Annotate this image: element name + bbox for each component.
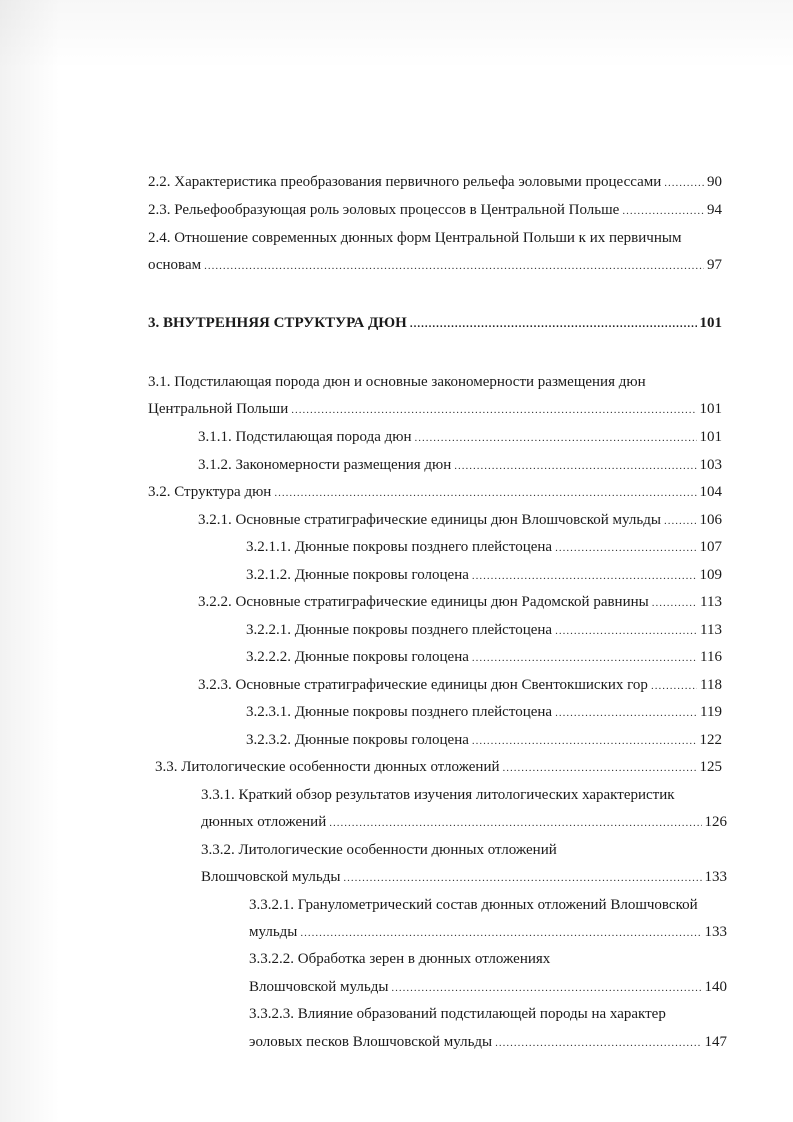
toc-leader-dots [503, 757, 697, 779]
toc-page-number: 106 [699, 512, 722, 528]
toc-leader-dots [652, 592, 697, 614]
toc-page-number: 125 [699, 759, 722, 775]
toc-entry-title: 3.2.1. Основные стратиграфические единицы дюн Влошчовской мульды [198, 512, 661, 528]
toc-entry-title: 3.2. Структура дюн [148, 484, 272, 500]
toc-entry-title: Влошчовской мульды [201, 869, 341, 885]
toc-entry-title-line1: 3.3.2.2. Обработка зерен в дюнных отложениях [249, 951, 551, 967]
toc-page-number: 90 [707, 174, 722, 190]
toc-page-number: 109 [699, 567, 722, 583]
toc-entry [148, 481, 722, 503]
toc-entry [198, 454, 722, 476]
toc-entry-title: мульды [249, 924, 298, 940]
toc-leader-dots [472, 565, 697, 587]
toc-leader-dots [414, 427, 696, 449]
toc-page-number: 97 [707, 257, 722, 273]
toc-chapter-heading [148, 312, 722, 334]
toc-leader-dots [622, 200, 704, 222]
toc-entry [249, 976, 727, 998]
toc-page-number: 101 [699, 401, 722, 417]
toc-entry-title: 3.2.1.2. Дюнные покровы голоцена [246, 567, 469, 583]
toc-entry-title-line1: 3.3.1. Краткий обзор результатов изучения литологических характеристик [201, 787, 675, 803]
toc-leader-dots [391, 977, 701, 999]
toc-entry-title: 3.2.2.1. Дюнные покровы позднего плейстоцена [246, 622, 553, 638]
toc-page-number: 140 [704, 979, 727, 995]
toc-leader-dots [300, 922, 701, 944]
toc-leader-dots [274, 482, 696, 504]
toc-entry [246, 701, 722, 723]
toc-page-number: 119 [700, 704, 722, 720]
toc-entry-title: 3.2.3.1. Дюнные покровы позднего плейстоцена [246, 704, 553, 720]
toc-entry-title-line1: 3.3.2.1. Гранулометрический состав дюнных отложений Влошчовской [249, 897, 698, 913]
toc-entry-title: эоловых песков Влошчовской мульды [249, 1034, 493, 1050]
toc-entry [201, 811, 727, 833]
toc-entry [246, 646, 722, 668]
toc-entry-title: дюнных отложений [201, 814, 327, 830]
toc-page-number: 113 [700, 594, 722, 610]
toc-entry-title: 3.2.3. Основные стратиграфические единицы дюн Свентокшиских гор [198, 677, 648, 693]
toc-leader-dots [555, 620, 697, 642]
toc-leader-dots [664, 172, 704, 194]
toc-leader-dots [410, 313, 697, 335]
toc-page-number: 122 [699, 732, 722, 748]
toc-entry-title: 3.2.2. Основные стратиграфические единицы дюн Радомской равнины [198, 594, 649, 610]
toc-entry [249, 1031, 727, 1053]
toc-entry-title-line1: 3.3.2.3. Влияние образований подстилающей породы на характер [249, 1006, 666, 1022]
toc-page-number: 118 [700, 677, 722, 693]
toc-page-number: 133 [704, 869, 727, 885]
toc-entry-title: 3.2.2.2. Дюнные покровы голоцена [246, 649, 469, 665]
toc-entry [148, 199, 722, 221]
toc-entry-title: 2.2. Характеристика преобразования первичного рельефа эоловыми процессами [148, 174, 662, 190]
toc-leader-dots [343, 867, 701, 889]
toc-page-number: 104 [699, 484, 722, 500]
toc-page-number: 101 [699, 315, 722, 331]
toc-page-number: 113 [700, 622, 722, 638]
toc-leader-dots [472, 647, 697, 669]
toc-entry [198, 591, 722, 613]
toc-entry [155, 756, 722, 778]
toc-entry-title-line1: 3.1. Подстилающая порода дюн и основные закономерности размещения дюн [148, 374, 646, 390]
toc-leader-dots [454, 455, 696, 477]
scan-shading [0, 0, 60, 1122]
toc-chapter-title: 3. ВНУТРЕННЯЯ СТРУКТУРА ДЮН [148, 315, 407, 331]
toc-entry-title: 3.3. Литологические особенности дюнных отложений [155, 759, 500, 775]
toc-entry-title-line1: 2.4. Отношение современных дюнных форм Центральной Польши к их первичным [148, 230, 682, 246]
toc-leader-dots [555, 537, 696, 559]
toc-page-number: 147 [704, 1034, 727, 1050]
toc-entry [246, 536, 722, 558]
toc-leader-dots [204, 255, 704, 277]
toc-page-number: 133 [704, 924, 727, 940]
toc-entry [198, 509, 722, 531]
toc-leader-dots [291, 399, 696, 421]
toc-entry [246, 619, 722, 641]
toc-entry-title: основам [148, 257, 202, 273]
toc-page-number: 116 [700, 649, 722, 665]
toc-entry [148, 398, 722, 420]
toc-entry-title: Влошчовской мульды [249, 979, 389, 995]
toc-leader-dots [664, 510, 697, 532]
toc-entry-title: 3.2.3.2. Дюнные покровы голоцена [246, 732, 469, 748]
toc-entry [246, 564, 722, 586]
toc-leader-dots [555, 702, 697, 724]
toc-entry [148, 171, 722, 193]
toc-page-number: 107 [699, 539, 722, 555]
toc-entry [201, 866, 727, 888]
toc-entry [198, 426, 722, 448]
toc-page-number: 94 [707, 202, 722, 218]
toc-leader-dots [651, 675, 697, 697]
toc-entry [249, 921, 727, 943]
toc-entry-title: 2.3. Рельефообразующая роль эоловых процессов в Центральной Польше [148, 202, 620, 218]
toc-entry [148, 254, 722, 276]
toc-entry [198, 674, 722, 696]
scan-shading-top [0, 0, 793, 70]
toc-entry-title: 3.2.1.1. Дюнные покровы позднего плейстоцена [246, 539, 553, 555]
toc-page-number: 103 [699, 457, 722, 473]
toc-page-number: 126 [704, 814, 727, 830]
toc-leader-dots [495, 1032, 701, 1054]
toc-entry-title: Центральной Польши [148, 401, 289, 417]
toc-entry-title: 3.1.1. Подстилающая порода дюн [198, 429, 412, 445]
toc-page-number: 101 [699, 429, 722, 445]
toc-entry [246, 729, 722, 751]
toc-entry-title: 3.1.2. Закономерности размещения дюн [198, 457, 452, 473]
toc-entry-title-line1: 3.3.2. Литологические особенности дюнных отложений [201, 842, 557, 858]
toc-leader-dots [329, 812, 701, 834]
toc-leader-dots [472, 730, 697, 752]
